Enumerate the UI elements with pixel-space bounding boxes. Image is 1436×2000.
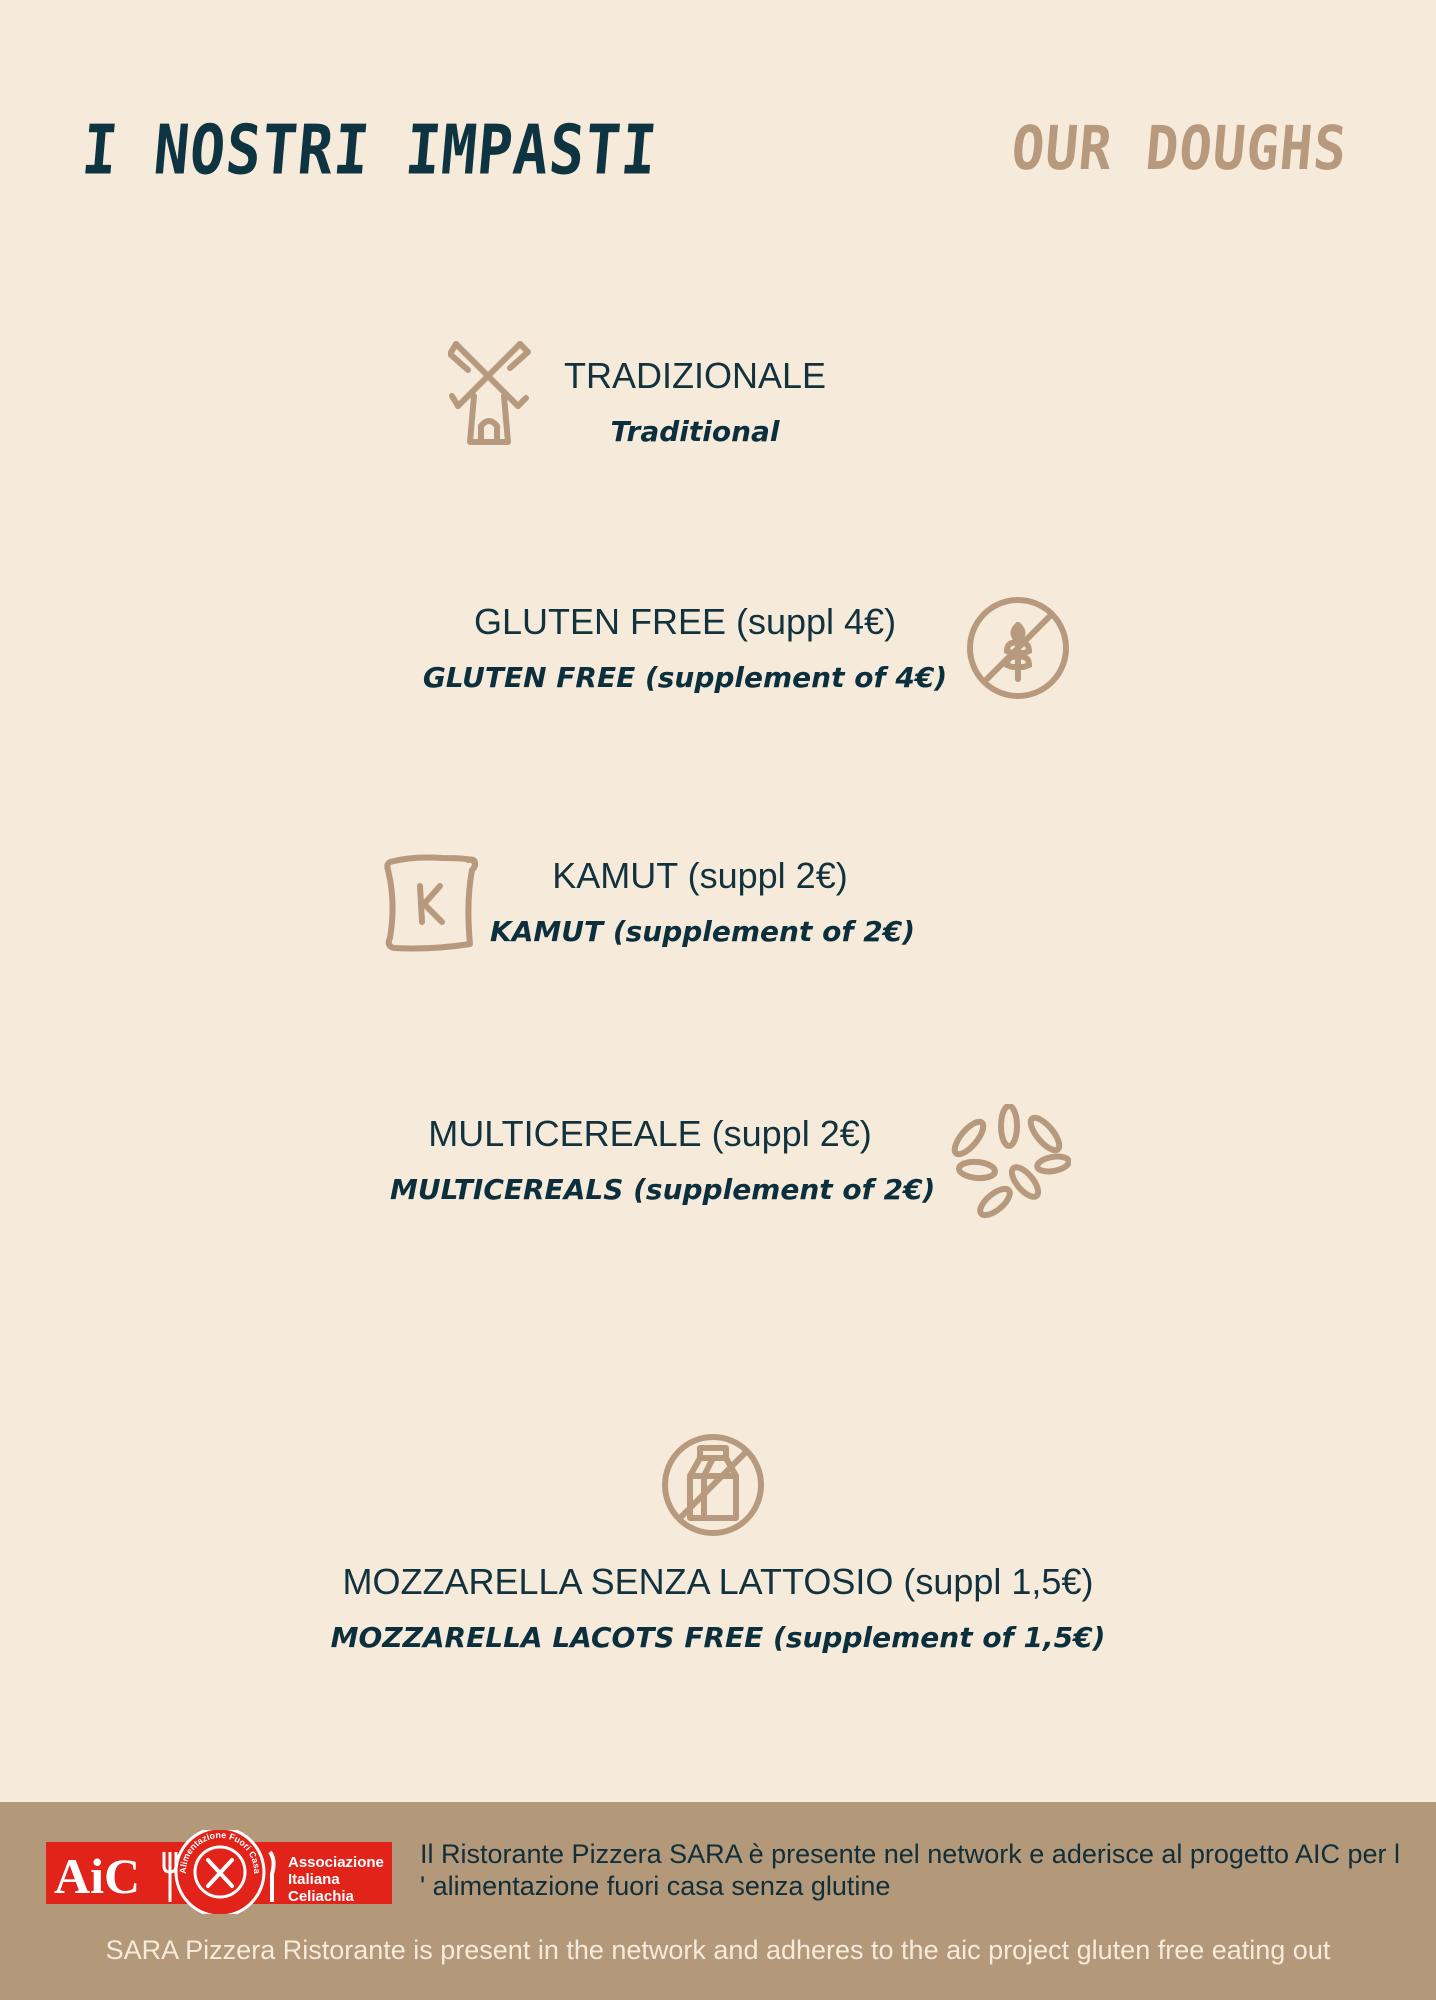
page-title: I NOSTRI IMPASTI: [78, 110, 661, 191]
kamut-bag-icon: [382, 852, 480, 954]
dough-name-english: KAMUT (supplement of 2€): [490, 915, 916, 948]
no-lactose-icon: [660, 1432, 766, 1538]
dough-name-italian: GLUTEN FREE (suppl 4€): [473, 601, 897, 642]
dough-item-gluten-free: [400, 600, 970, 698]
dough-name-english: MOZZARELLA LACOTS FREE (supplement of 1,5€): [330, 1621, 1106, 1654]
dough-item-lactose-free-mozzarella: [318, 1560, 1118, 1658]
footer-text-english: SARA Pizzera Ristorante is present in the network and adheres to the aic project gluten free eating out: [105, 1935, 1331, 1965]
dough-name-english: Traditional: [610, 415, 780, 448]
dough-item-multicereals: [390, 1112, 936, 1210]
dough-name-english: MULTICEREALS (supplement of 2€): [390, 1173, 936, 1206]
grains-icon: [945, 1104, 1071, 1222]
aic-name-line3: Celiachia: [288, 1888, 354, 1905]
dough-name-english: GLUTEN FREE (supplement of 4€): [422, 661, 948, 694]
dough-item-kamut: [490, 854, 916, 952]
no-gluten-icon: [965, 595, 1071, 701]
dough-name-italian: TRADIZIONALE: [563, 355, 827, 396]
dough-name-italian: MULTICEREALE (suppl 2€): [428, 1113, 872, 1154]
footer-text-italian: Il Ristorante Pizzera SARA è presente nel network e aderisce al progetto AIC per l ' alimentazione fuori casa senza glutine: [420, 1839, 1401, 1901]
page-title-english: OUR DOUGHS: [1008, 113, 1350, 184]
aic-name-line1: Associazione: [288, 1854, 384, 1871]
dough-name-italian: KAMUT (suppl 2€): [552, 855, 848, 896]
dough-name-italian: MOZZARELLA SENZA LATTOSIO (suppl 1,5€): [342, 1561, 1094, 1602]
aic-logo: [46, 1830, 392, 1914]
dough-item-traditional: [500, 354, 890, 452]
aic-ring-text: Alimentazione Fuori Casa: [177, 1830, 263, 1874]
aic-name-line2: Italiana: [288, 1871, 340, 1888]
aic-abbr: AiC: [54, 1848, 141, 1904]
